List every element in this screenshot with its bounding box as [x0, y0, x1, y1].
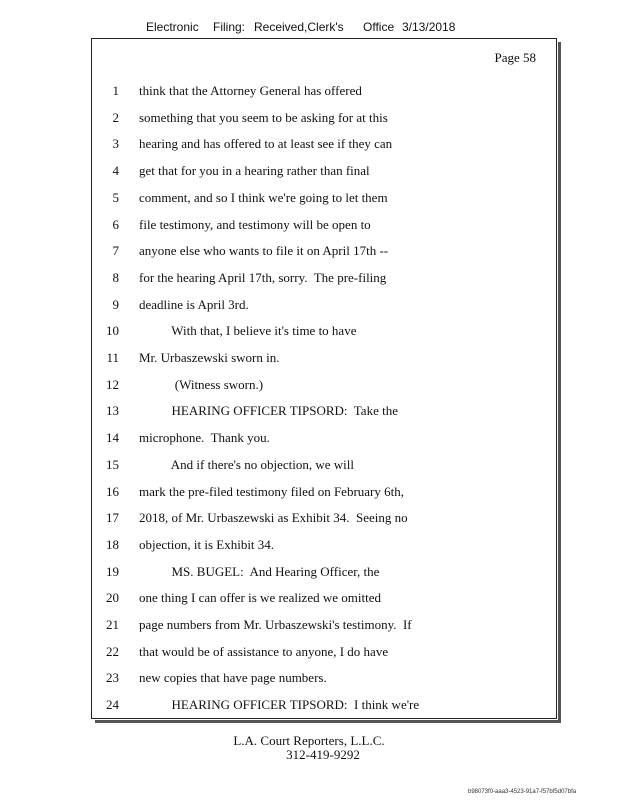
- transcript-line: [92, 617, 556, 635]
- transcript-line: [92, 644, 556, 662]
- filing-date: 3/13/2018: [402, 20, 456, 34]
- line-text: HEARING OFFICER TIPSORD: I think we're: [139, 697, 420, 713]
- line-text: With that, I believe it's time to have: [139, 323, 357, 339]
- filing-word-filing: Filing:: [213, 20, 246, 34]
- line-number: 17: [106, 510, 119, 526]
- line-number: 5: [112, 189, 119, 205]
- line-number: 15: [106, 456, 119, 472]
- line-number: 22: [106, 643, 119, 659]
- reporter-phone: 312-419-9292: [286, 747, 360, 762]
- transcript-line: [92, 457, 556, 475]
- line-text: HEARING OFFICER TIPSORD: Take the: [139, 403, 398, 419]
- line-number: 6: [112, 216, 119, 232]
- line-text: something that you seem to be asking for at this: [139, 109, 388, 125]
- line-text: new copies that have page numbers.: [139, 670, 327, 686]
- line-text: that would be of assistance to anyone, I do have: [139, 643, 389, 659]
- line-text: deadline is April 3rd.: [139, 296, 249, 312]
- line-number: 19: [106, 563, 119, 579]
- line-number: 4: [112, 163, 119, 179]
- transcript-line: [92, 323, 556, 341]
- filing-word-office: Office: [363, 20, 395, 34]
- transcript-line: [92, 537, 556, 555]
- transcript-line: [92, 270, 556, 288]
- line-number: 1: [112, 83, 119, 98]
- line-number: 13: [106, 403, 119, 419]
- line-number: 18: [106, 536, 119, 552]
- transcript-line: [92, 83, 556, 101]
- reporter-company: L.A. Court Reporters, L.L.C.: [233, 733, 385, 748]
- line-text: And if there's no objection, we will: [139, 456, 355, 472]
- transcript-line: [92, 297, 556, 315]
- transcript-line: [92, 484, 556, 502]
- filing-word-received: Received,Clerk's: [254, 20, 344, 34]
- line-number: 21: [106, 617, 119, 632]
- transcript-line: [92, 110, 556, 128]
- document-id: b98073f0-aaa3-4523-91a7-f57bf5d07bfa: [468, 789, 577, 795]
- transcript-line: [92, 377, 556, 395]
- line-number: 23: [106, 670, 119, 686]
- transcript-line: [92, 403, 556, 421]
- transcript-line: [92, 697, 556, 715]
- line-number: 24: [106, 697, 119, 713]
- line-number: 11: [106, 350, 119, 365]
- page-number: Page 58: [494, 50, 536, 65]
- line-number: 16: [106, 483, 119, 499]
- line-text: one thing I can offer is we realized we omitted: [139, 590, 381, 606]
- transcript-line: [92, 670, 556, 688]
- transcript-line: [92, 243, 556, 261]
- line-number: 2: [112, 109, 119, 125]
- filing-word-electronic: Electronic: [146, 20, 199, 34]
- line-number: 7: [112, 243, 119, 259]
- line-text: MS. BUGEL: And Hearing Officer, the: [139, 563, 380, 579]
- line-text: for the hearing April 17th, sorry. The pre-filing: [139, 269, 387, 285]
- transcript-line: [92, 590, 556, 608]
- line-number: 10: [106, 323, 119, 339]
- line-text: hearing and has offered to at least see if they can: [139, 136, 393, 152]
- line-text: microphone. Thank you.: [139, 430, 270, 446]
- line-text: mark the pre-filed testimony filed on February 6th,: [139, 483, 404, 499]
- transcript-line: [92, 217, 556, 235]
- line-text: 2018, of Mr. Urbaszewski as Exhibit 34. Seeing no: [139, 510, 408, 526]
- line-number: 8: [112, 269, 119, 285]
- transcript-line: [92, 510, 556, 528]
- line-text: page numbers from Mr. Urbaszewski's testimony. If: [139, 617, 412, 632]
- line-number: 20: [106, 590, 119, 606]
- transcript-line: [92, 350, 556, 368]
- transcript-line: [92, 190, 556, 208]
- reporter-footer: [0, 734, 618, 762]
- line-text: Mr. Urbaszewski sworn in.: [139, 350, 280, 365]
- line-number: 3: [112, 136, 119, 152]
- line-text: (Witness sworn.): [139, 376, 264, 392]
- line-number: 12: [106, 376, 119, 392]
- transcript-line: [92, 136, 556, 154]
- transcript-page: [91, 38, 557, 719]
- line-text: get that for you in a hearing rather than final: [139, 163, 370, 179]
- line-text: think that the Attorney General has offered: [139, 83, 362, 98]
- line-text: file testimony, and testimony will be open to: [139, 216, 371, 232]
- line-text: anyone else who wants to file it on April 17th --: [139, 243, 389, 259]
- line-number: 14: [106, 430, 119, 446]
- transcript-line: [92, 163, 556, 181]
- transcript-line: [92, 430, 556, 448]
- line-text: comment, and so I think we're going to let them: [139, 189, 388, 205]
- line-number: 9: [112, 296, 119, 312]
- line-text: objection, it is Exhibit 34.: [139, 536, 275, 552]
- transcript-line: [92, 564, 556, 582]
